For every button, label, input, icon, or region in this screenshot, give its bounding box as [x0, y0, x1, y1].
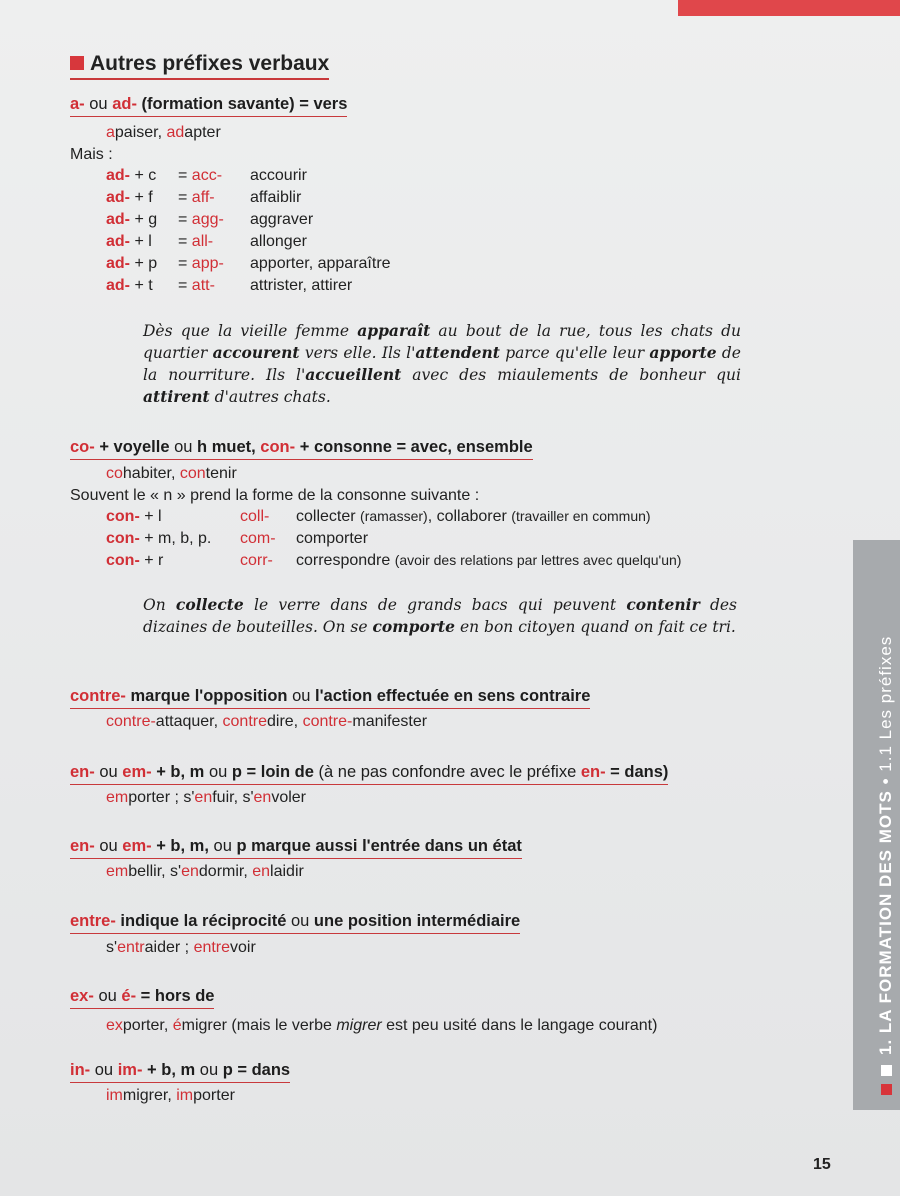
word-part: migrer, [122, 1087, 177, 1104]
word-part: porter ; s' [128, 789, 195, 806]
word-part: voir [230, 939, 256, 956]
word-italic: migrer [336, 1017, 382, 1034]
equals: = [178, 211, 192, 228]
assimilated-form: corr- [240, 552, 273, 569]
example-words [296, 552, 681, 570]
word: correspondre [296, 552, 395, 569]
word: , collaborer [427, 508, 512, 525]
assimilated-form: com- [240, 530, 276, 547]
example-words: allonger [250, 233, 307, 250]
heading-part: = hors de [136, 987, 215, 1005]
quote-bold: collecte [175, 595, 244, 614]
heading-part: p = dans [218, 1061, 291, 1079]
prefix-a: a- [70, 95, 85, 113]
quote-text: Dès que la vieille femme [143, 322, 358, 340]
word-part: attaquer, [155, 713, 223, 730]
heading-note: (à ne pas confondre avec le préfixe [318, 763, 581, 781]
heading-part: + b, m, [151, 837, 214, 855]
quote-bold: apporte [649, 343, 717, 362]
quote-co [143, 594, 737, 638]
rule-consonant: + t [130, 277, 153, 294]
prefix-en: en- [70, 763, 95, 781]
rule-result [178, 255, 224, 273]
equals: = [178, 233, 192, 250]
prefix-ad: ad- [112, 95, 137, 113]
prefix-em: em- [122, 763, 152, 781]
heading-part: p = loin de [227, 763, 319, 781]
prefix-part: en [253, 789, 272, 806]
gloss: (travailler en commun) [511, 508, 651, 524]
prefix-part: entre [193, 939, 231, 956]
prefix-ad: ad- [106, 167, 130, 184]
prefix-co: co- [70, 438, 95, 456]
sidebar-section: 1.1 Les préfixes [876, 635, 895, 772]
quote-text: On [143, 596, 176, 614]
word-part: porter [193, 1087, 235, 1104]
quote-a [143, 320, 741, 408]
prefix-con: con- [106, 530, 140, 547]
rule-left [106, 552, 163, 570]
heading-a-ad [70, 95, 347, 117]
rule-result [178, 189, 215, 207]
heading-ex [70, 987, 214, 1009]
title-bullet-icon [70, 56, 84, 70]
connector: ou [290, 912, 310, 930]
heading-part: = dans) [605, 763, 669, 781]
rule-result [178, 277, 215, 295]
chapter-sidebar-text [876, 636, 896, 1095]
rule-consonant: + l [130, 233, 152, 250]
rule-consonant: + p [130, 255, 158, 272]
prefix-ad: ad- [106, 211, 130, 228]
gloss: (ramasser) [360, 508, 428, 524]
prefix-part: con [179, 465, 206, 482]
example-words: attrister, attirer [250, 277, 353, 294]
quote-text: vers elle. Ils l' [299, 344, 416, 362]
example-in [106, 1087, 235, 1105]
assimilated-form: att- [191, 277, 215, 294]
word-part: s' [106, 939, 118, 956]
assimilated-form: acc- [191, 167, 223, 184]
prefix-ad: ad- [106, 277, 130, 294]
word: comporter [296, 530, 369, 547]
rule-left [106, 508, 162, 526]
example-words: aggraver [250, 211, 314, 228]
heading-entre [70, 912, 520, 934]
red-square-icon [881, 1084, 892, 1095]
white-square-icon [881, 1065, 892, 1076]
quote-text: le verre dans de grands bacs qui peuvent [243, 596, 627, 614]
prefix-part: entr [117, 939, 145, 956]
heading-part: + voyelle [94, 438, 175, 456]
example-contre [106, 713, 427, 731]
prefix-part: en [181, 863, 199, 880]
assimilated-form: agg- [191, 211, 224, 228]
example-co [106, 465, 237, 483]
rule-left [106, 233, 152, 251]
prefix-part: a [106, 124, 115, 141]
connector: ou [90, 1061, 118, 1079]
word-part: aider ; [144, 939, 194, 956]
mais-label: Mais : [70, 146, 113, 163]
heading-part: l'action effectuée en sens contraire [310, 687, 591, 705]
example-en [106, 789, 306, 807]
heading-part: marque l'opposition [125, 687, 293, 705]
equals: = [178, 167, 192, 184]
heading-en-etat [70, 837, 522, 859]
rule-consonant: + l [139, 508, 162, 525]
quote-bold: accourent [212, 343, 300, 362]
prefix-e: é- [121, 987, 137, 1005]
word-part: voler [271, 789, 306, 806]
quote-bold: comporte [372, 617, 456, 636]
prefix-part: co [106, 465, 123, 482]
prefix-part: en [252, 863, 271, 880]
example-words: apporter, apparaître [250, 255, 391, 272]
example-en-etat [106, 863, 304, 881]
word-part: dire, [266, 713, 303, 730]
equals: = [178, 255, 192, 272]
prefix-em: em- [122, 837, 152, 855]
prefix-in: in- [70, 1061, 91, 1079]
quote-bold: accueillent [305, 365, 402, 384]
word-part: manifester [352, 713, 428, 730]
prefix-part: en [194, 789, 213, 806]
rule-left [106, 167, 156, 185]
page-number: 15 [813, 1156, 831, 1173]
quote-text: d'autres chats. [209, 388, 331, 406]
connector: ou [94, 763, 123, 781]
connector: ou [94, 837, 123, 855]
assimilated-form: aff- [191, 189, 215, 206]
word: collecter [296, 508, 361, 525]
word-part: bellir, s' [128, 863, 182, 880]
rule-consonant: + r [139, 552, 164, 569]
prefix-part: contre- [106, 713, 156, 730]
rule-result [178, 211, 224, 229]
rule-left [106, 255, 157, 273]
word-part: paiser, [114, 124, 167, 141]
rule-result [178, 233, 213, 251]
red-tab-decoration [678, 0, 900, 16]
gloss: (avoir des relations par lettres avec quelqu'un) [394, 552, 682, 568]
quote-text: avec des miaulements de bonheur qui [401, 366, 741, 384]
prefix-en: en- [70, 837, 95, 855]
rule-consonant: + g [130, 211, 158, 228]
heading-part: une position intermédiaire [309, 912, 521, 930]
example-a [106, 124, 221, 142]
prefix-con: con- [106, 552, 140, 569]
equals: = [178, 189, 192, 206]
prefix-im: im- [117, 1061, 143, 1079]
prefix-part: contre [222, 713, 267, 730]
prefix-ad: ad- [106, 255, 130, 272]
connector: ou [292, 687, 311, 705]
note-co: Souvent le « n » prend la forme de la consonne suivante : [70, 487, 480, 504]
word-part: tenir [205, 465, 237, 482]
example-words: accourir [250, 167, 307, 184]
rule-result [178, 167, 222, 185]
quote-text: de la nourriture. Ils l' [143, 344, 741, 384]
prefix-part: im [176, 1087, 194, 1104]
example-ex [106, 1017, 657, 1035]
sidebar-chapter: 1. LA FORMATION DES MOTS [876, 790, 895, 1055]
connector: ou [208, 763, 228, 781]
quote-text: des dizaines de bouteilles. On se [143, 596, 738, 636]
rule-left [106, 189, 153, 207]
quote-bold: attirent [143, 387, 210, 406]
heading-part: indique la réciprocité [115, 912, 291, 930]
quote-text: au bout de la rue, tous les chats du quartier [143, 322, 741, 362]
prefix-part: im [106, 1087, 123, 1104]
heading-part: p marque aussi l'entrée dans un état [231, 837, 522, 855]
rule-consonant: + c [130, 167, 157, 184]
heading-a-meaning: (formation savante) = vers [136, 95, 348, 113]
assimilated-form: app- [191, 255, 224, 272]
quote-text: en bon citoyen quand on fait ce tri. [455, 618, 736, 636]
rule-consonant: + f [130, 189, 153, 206]
prefix-part: ex [106, 1017, 123, 1034]
heading-co-con [70, 438, 533, 460]
prefix-entre: entre- [70, 912, 116, 930]
heading-en-loin [70, 763, 668, 785]
heading-part: + b, m [151, 763, 209, 781]
prefix-contre: contre- [70, 687, 126, 705]
word-part: laidir [270, 863, 304, 880]
word-part: habiter, [122, 465, 180, 482]
prefix-ad: ad- [106, 233, 130, 250]
assimilated-form: all- [191, 233, 214, 250]
prefix-en: en- [580, 763, 606, 781]
prefix-part: contre- [302, 713, 353, 730]
example-entre [106, 939, 256, 957]
connector: ou [199, 1061, 219, 1079]
word-part: dormir, [198, 863, 253, 880]
quote-bold: attendent [415, 343, 500, 362]
word-part: fuir, s' [212, 789, 254, 806]
word-part: est peu usité dans le langage courant) [381, 1017, 658, 1034]
quote-text: parce qu'elle leur [499, 344, 650, 362]
assimilated-form: coll- [240, 508, 270, 525]
heading-part: + consonne = avec, ensemble [295, 438, 533, 456]
heading-contre [70, 687, 590, 709]
word-part: migrer (mais le verbe [181, 1017, 337, 1034]
prefix-ex: ex- [70, 987, 94, 1005]
heading-part: + b, m [142, 1061, 200, 1079]
word-part: apter [184, 124, 221, 141]
rule-left [106, 277, 153, 295]
sidebar-separator: • [876, 777, 895, 785]
connector: ou [93, 987, 122, 1005]
connector: ou [84, 95, 113, 113]
word-part: porter, [122, 1017, 173, 1034]
page-title [70, 52, 329, 80]
heading-part: h muet, [192, 438, 261, 456]
prefix-ad: ad- [106, 189, 130, 206]
example-words [296, 530, 368, 548]
connector: ou [213, 837, 232, 855]
prefix-part: ad [166, 124, 185, 141]
rule-left [106, 530, 211, 548]
heading-in [70, 1061, 290, 1083]
page-title-text: Autres préfixes verbaux [90, 52, 330, 75]
example-words [296, 508, 651, 526]
prefix-part: em [106, 863, 129, 880]
rule-left [106, 211, 157, 229]
prefix-part: é [172, 1017, 182, 1034]
rule-consonant: + m, b, p. [139, 530, 212, 547]
example-words: affaiblir [250, 189, 302, 206]
prefix-con: con- [106, 508, 140, 525]
prefix-con: con- [260, 438, 296, 456]
equals: = [178, 277, 192, 294]
quote-bold: contenir [626, 595, 700, 614]
quote-bold: apparaît [357, 321, 431, 340]
connector: ou [174, 438, 193, 456]
prefix-part: em [106, 789, 129, 806]
